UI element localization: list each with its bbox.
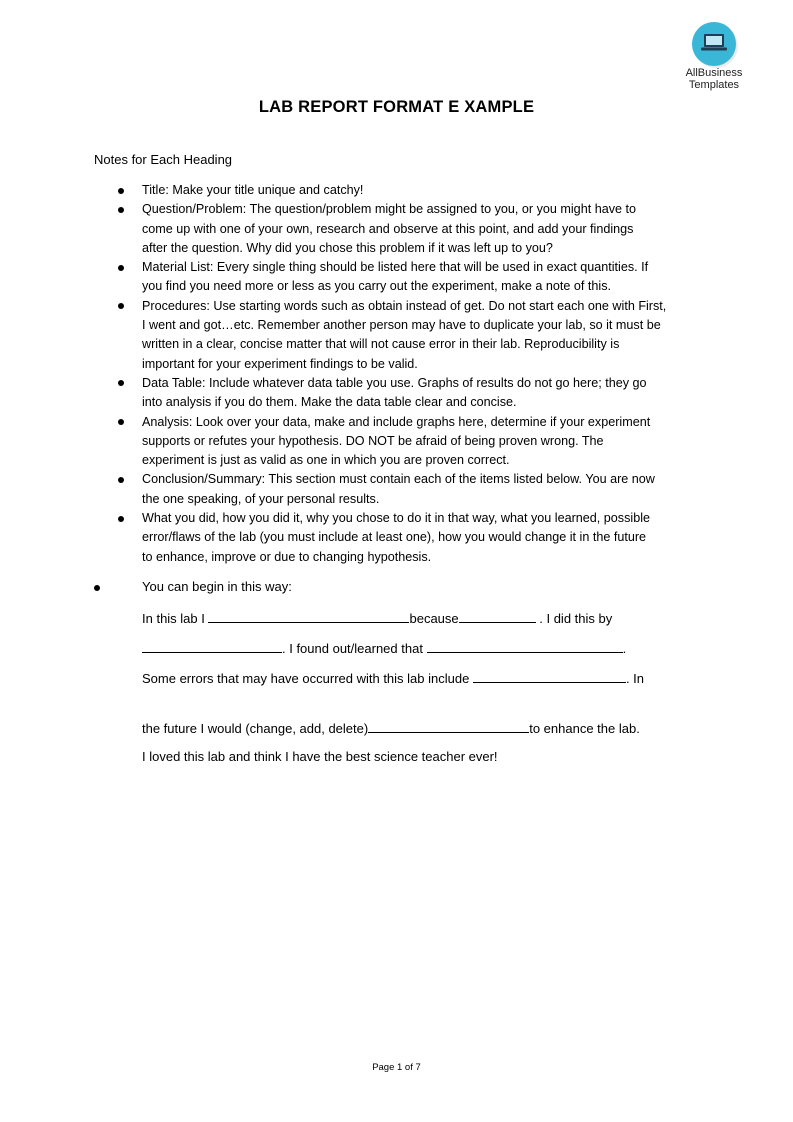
note-item — [142, 509, 702, 567]
note-line: Conclusion/Summary: This section must contain each of the items listed below. You are now — [142, 472, 655, 487]
note-line: the one speaking, of your personal results. — [142, 491, 380, 506]
blank-line[interactable] — [459, 609, 536, 623]
blank-line[interactable] — [142, 639, 282, 653]
blank-line[interactable] — [473, 669, 626, 683]
allbusiness-logo — [682, 22, 746, 91]
note-line: What you did, how you did it, why you chose to do it in that way, what you learned, possible — [142, 511, 650, 526]
note-line: supports or refutes your hypothesis. DO NOT be afraid of being proven wrong. The — [142, 433, 604, 448]
logo-text — [682, 67, 746, 91]
logo-badge — [692, 22, 736, 66]
logo-line-1: AllBusiness — [685, 67, 743, 79]
page-number: Page 1 of 7 — [372, 1062, 421, 1073]
note-line: Procedures: Use starting words such as obtain instead of get. Do not start each one with First, — [142, 298, 667, 313]
note-item — [142, 200, 702, 258]
note-line: Material List: Every single thing should be listed here that will be used in exact quantities. If — [142, 260, 649, 275]
begin-text: You can begin in this way: — [142, 579, 292, 594]
note-line: Question/Problem: The question/problem might be assigned to you, or you might have to — [142, 202, 637, 217]
fill-text: the future I would (change, add, delete) — [142, 721, 369, 736]
fill-text: . In — [625, 671, 645, 686]
note-line: Data Table: Include whatever data table you use. Graphs of results do not go here; they go — [142, 375, 647, 390]
blank-line[interactable] — [427, 639, 623, 653]
note-line: Analysis: Look over your data, make and include graphs here, determine if your experiment — [142, 414, 651, 429]
note-line: after the question. Why did you chose this problem if it was left up to you? — [142, 240, 553, 255]
fill-text: In this lab I — [142, 611, 209, 626]
fill-text: . I did this by — [535, 611, 613, 626]
fill-text: Some errors that may have occurred with this lab include — [142, 671, 473, 686]
note-line: to enhance, improve or due to changing hypothesis. — [142, 549, 432, 564]
fill-line-2 — [142, 639, 626, 656]
notes-list — [142, 181, 702, 567]
note-line: Title: Make your title unique and catchy! — [142, 183, 364, 197]
note-line: important for your experiment findings to be valid. — [142, 356, 418, 371]
note-line: into analysis if you do them. Make the data table clear and concise. — [142, 395, 517, 410]
note-item — [142, 297, 702, 374]
note-line: written in a clear, concise matter that will not cause error in their lab. Reproducibility is — [142, 337, 620, 352]
notes-intro: Notes for Each Heading — [94, 152, 233, 167]
laptop-icon — [701, 33, 727, 53]
closing-line: I loved this lab and think I have the best science teacher ever! — [142, 749, 498, 764]
blank-line[interactable] — [208, 609, 409, 623]
note-item — [142, 181, 702, 200]
page-title: LAB REPORT FORMAT E XAMPLE — [258, 98, 535, 116]
note-line: you find you need more or less as you carry out the experiment, make a note of this. — [142, 279, 612, 294]
fill-text: . — [622, 641, 627, 656]
fill-line-3 — [142, 669, 644, 686]
blank-line[interactable] — [368, 719, 529, 733]
logo-line-2: Templates — [688, 79, 740, 91]
note-item — [142, 413, 702, 471]
note-line: I went and got…etc. Remember another person may have to duplicate your lab, so it must be — [142, 318, 661, 333]
note-item — [142, 374, 702, 413]
note-item — [142, 258, 702, 297]
fill-text: because — [409, 611, 459, 626]
note-line: experiment is just as valid as one in which you are proven correct. — [142, 453, 510, 468]
bullet-icon — [94, 585, 100, 591]
note-item — [142, 470, 702, 509]
fill-text: to enhance the lab. — [529, 721, 640, 736]
fill-line-4 — [142, 719, 640, 736]
fill-text: . I found out/learned that — [282, 641, 427, 656]
note-line: come up with one of your own, research and observe at this point, and add your findings — [142, 221, 634, 236]
fill-line-1 — [142, 609, 612, 626]
note-line: error/flaws of the lab (you must include at least one), how you would change it in the future — [142, 530, 647, 545]
